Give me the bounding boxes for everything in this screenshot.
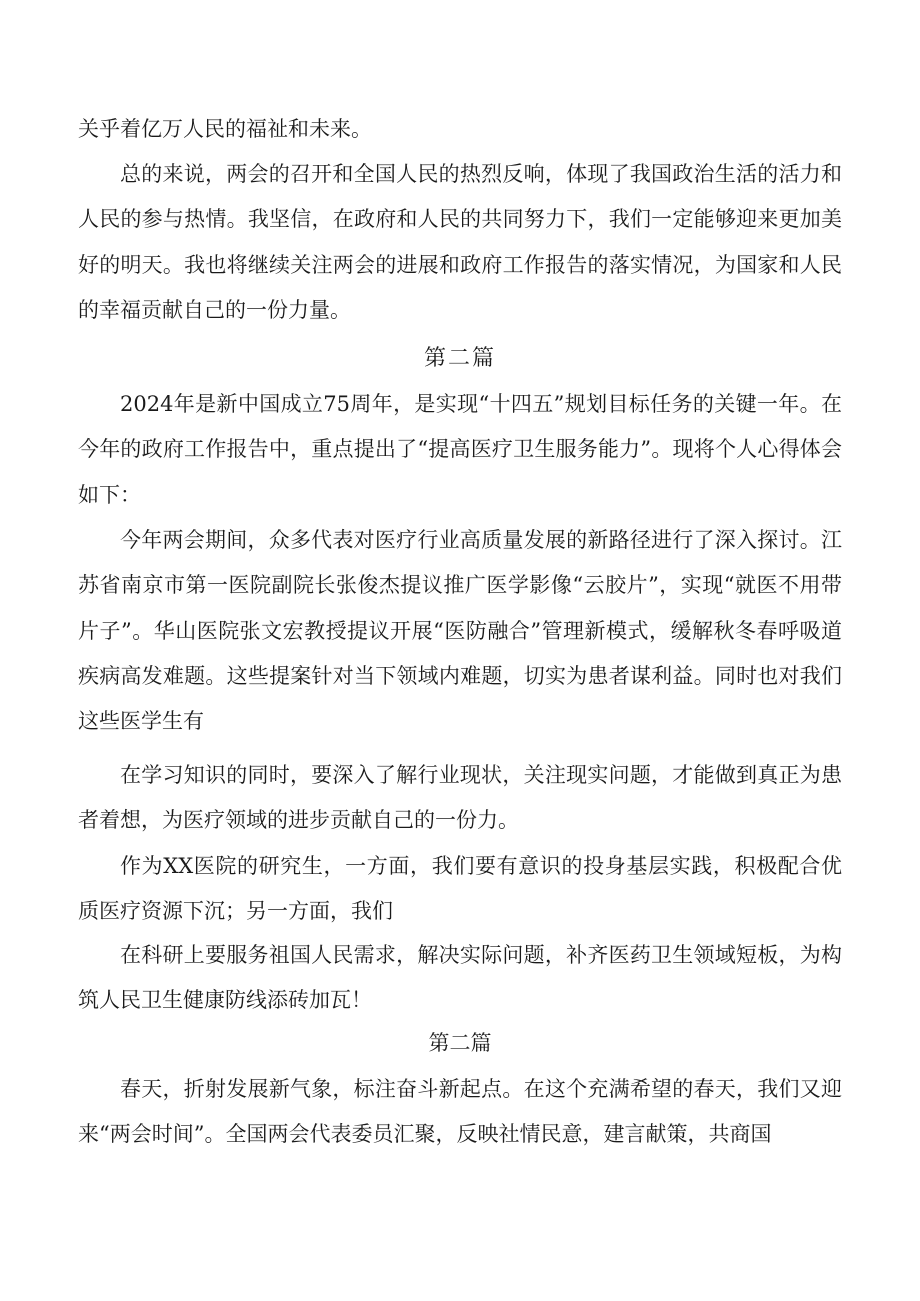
paragraph-2: 总的来说，两会的召开和全国人民的热烈反响，体现了我国政治生活的活力和人民的参与热情。我坚信，在政府和人民的共同努力下，我们一定能够迎来更加美好的明天。我也将继续关注两会的进展和政府工作报告的落实情况，为国家和人民的幸福贡献自己的一份力量。	[78, 162, 842, 322]
paragraph-3: 2024年是新中国成立75周年，是实现“十四五”规划目标任务的关键一年。在今年的政府工作报告中，重点提出了“提高医疗卫生服务能力”。现将个人心得体会如下：	[78, 392, 842, 507]
section-heading-2: 第二篇	[428, 1031, 492, 1055]
paragraph-7: 在科研上要服务祖国人民需求，解决实际问题，补齐医药卫生领域短板，为构筑人民卫生健康防线添砖加瓦！	[78, 943, 842, 1013]
section-heading-1: 第二篇	[423, 346, 496, 371]
paragraph-1: 关乎着亿万人民的福祉和未来。	[78, 117, 372, 141]
paragraph-4: 今年两会期间，众多代表对医疗行业高质量发展的新路径进行了深入探讨。江苏省南京市第一医院副院长张俊杰提议推广医学影像“云胶片”，实现“就医不用带片子”。华山医院张文宏教授提议开展“医防融合”管理新模式，缓解秋冬春呼吸道疾病高发难题。这些提案针对当下领域内难题，切实为患者谋利益。同时也对我们这些医学生有	[78, 528, 842, 734]
paragraph-5: 在学习知识的同时，要深入了解行业现状，关注现实问题，才能做到真正为患者着想，为医疗领域的进步贡献自己的一份力。	[78, 763, 842, 833]
paragraph-8: 春天，折射发展新气象，标注奋斗新起点。在这个充满希望的春天，我们又迎来“两会时间”。全国两会代表委员汇聚，反映社情民意，建言献策，共商国	[78, 1077, 842, 1147]
paragraph-6: 作为XX医院的研究生，一方面，我们要有意识的投身基层实践，积极配合优质医疗资源下沉；另一方面，我们	[78, 854, 842, 924]
